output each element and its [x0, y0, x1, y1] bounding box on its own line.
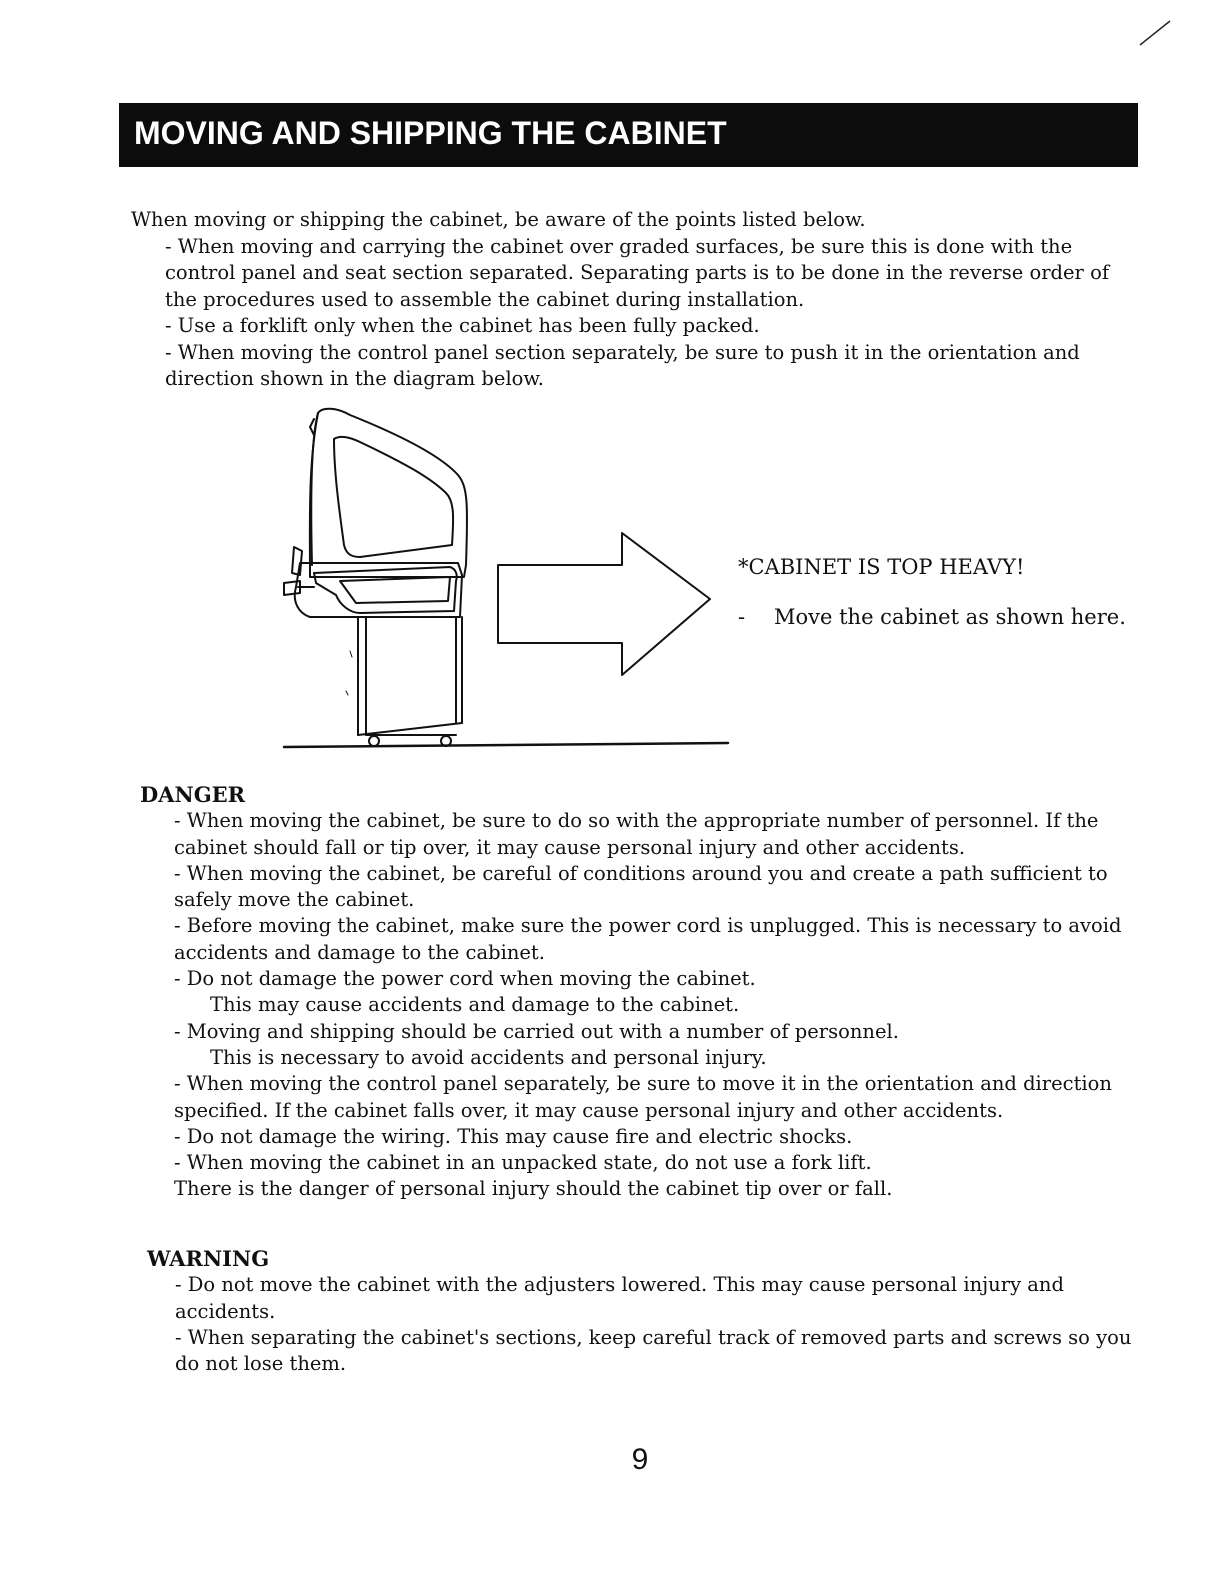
danger-item-shipping-personnel [174, 1019, 1140, 1072]
corner-pen-mark [1138, 18, 1178, 48]
danger-item-personnel: - When moving the cabinet, be sure to do so with the appropriate number of personnel. If the cabinet should fall or tip over, it may cause personal injury and other accidents. [174, 809, 1099, 859]
intro-list [131, 234, 1131, 393]
intro-lead: When moving or shipping the cabinet, be aware of the points listed below. [131, 208, 866, 231]
section-header-bar [119, 103, 1138, 167]
danger-item-shipping-personnel-text: - Moving and shipping should be carried out with a number of personnel. [174, 1019, 899, 1043]
warning-item-parts-screws: - When separating the cabinet's sections, keep careful track of removed parts and screws so you do not lose them. [175, 1325, 1132, 1376]
diagram-note [738, 555, 1126, 629]
intro-section [131, 207, 1131, 393]
danger-list [140, 808, 1140, 1202]
danger-item-path: - When moving the cabinet, be careful of conditions around you and create a path sufficient to safely move the cabinet. [174, 861, 1108, 912]
page-title: MOVING AND SHIPPING THE CABINET [134, 115, 727, 151]
danger-item-shipping-personnel-reason: This is necessary to avoid accidents and personal injury. [210, 1045, 767, 1069]
danger-item-wiring: - Do not damage the wiring. This may cause fire and electric shocks. [174, 1124, 853, 1148]
cabinet-moving-diagram [270, 405, 740, 755]
intro-item-control-panel: - When moving the control panel section separately, be sure to push it in the orientation and direction shown in the diagram below. [165, 340, 1080, 390]
warning-heading: WARNING [147, 1246, 270, 1271]
danger-item-control-panel: - When moving the control panel separately, be sure to move it in the orientation and direction specified. If the cabinet falls over, it may cause personal injury and other accidents. [174, 1072, 1112, 1122]
danger-item-fork-lift [174, 1150, 1140, 1203]
danger-item-fork-lift-text: - When moving the cabinet in an unpacked state, do not use a fork lift. [174, 1151, 872, 1175]
move-instruction-note [738, 605, 1126, 629]
danger-item-power-cord-damage-text: - Do not damage the power cord when moving the cabinet. [174, 967, 756, 991]
danger-item-power-cord-damage-reason: This may cause accidents and damage to the cabinet. [210, 993, 740, 1017]
danger-item-power-cord-damage [174, 966, 1140, 1019]
danger-heading: DANGER [140, 782, 246, 807]
warning-section [147, 1246, 1137, 1377]
intro-item-graded-surfaces: - When moving and carrying the cabinet over graded surfaces, be sure this is done with the control panel and seat section separated. Separating parts is to be done in the reverse order of the procedures used to assemble the cabinet during installation. [165, 234, 1110, 311]
intro-item-forklift: - Use a forklift only when the cabinet has been fully packed. [165, 314, 760, 337]
direction-arrow [498, 533, 710, 675]
cabinet-illustration [284, 409, 467, 746]
danger-item-fork-lift-reason: There is the danger of personal injury should the cabinet tip over or fall. [174, 1177, 893, 1201]
move-instruction-text: Move the cabinet as shown here. [774, 605, 1126, 629]
note-dash: - [738, 605, 746, 629]
top-heavy-note: *CABINET IS TOP HEAVY! [738, 555, 1025, 579]
warning-item-adjusters: - Do not move the cabinet with the adjusters lowered. This may cause personal injury and accidents. [175, 1273, 1064, 1323]
warning-list [147, 1272, 1137, 1377]
danger-item-power-cord-unplug: - Before moving the cabinet, make sure the power cord is unplugged. This is necessary to avoid accidents and damage to the cabinet. [174, 914, 1122, 964]
danger-section [140, 782, 1140, 1203]
page-number: 9 [631, 1443, 649, 1476]
floor-line [284, 743, 728, 747]
